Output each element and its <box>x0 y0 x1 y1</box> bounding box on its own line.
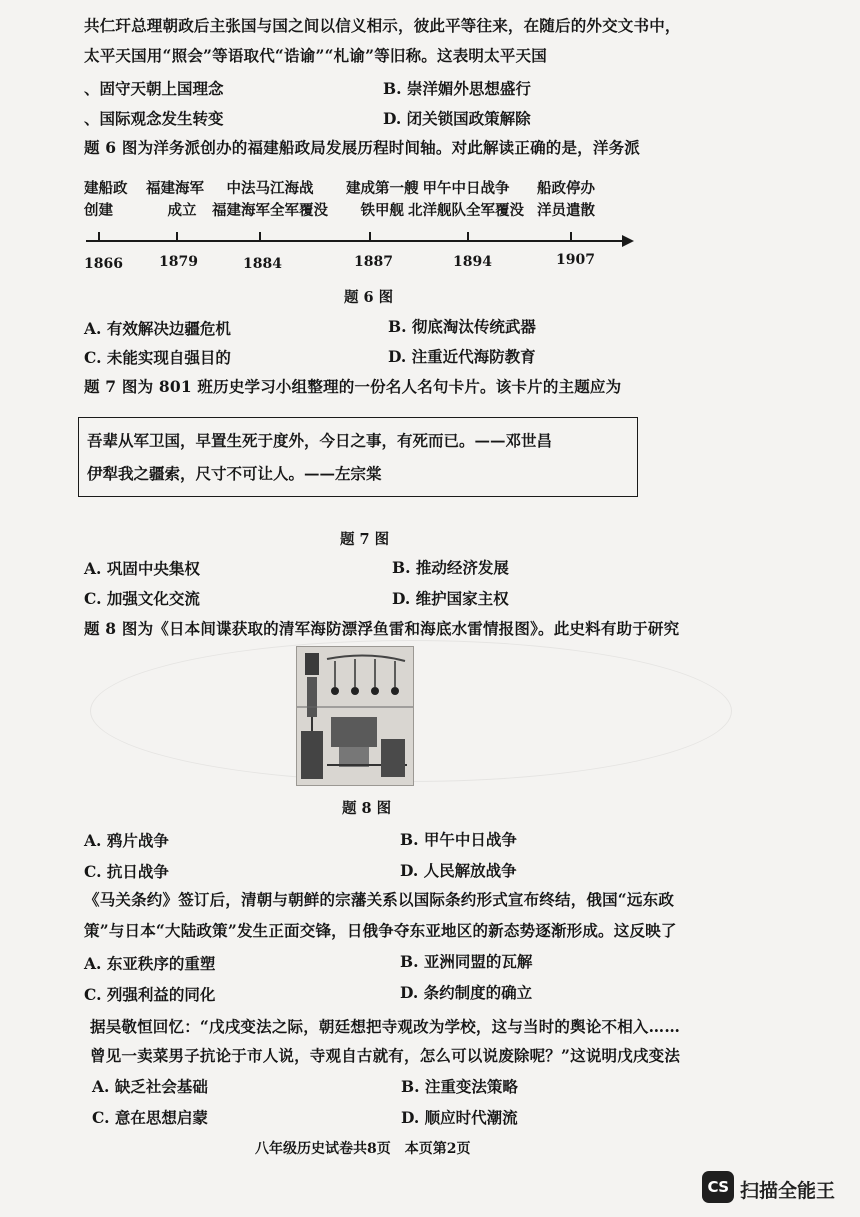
mine-intelligence-drawing <box>296 646 414 786</box>
timeline-arrow-icon <box>622 235 634 247</box>
q7-stem: 题 7 图为 801 班历史学习小组整理的一份名人名句卡片。该卡片的主题应为 <box>84 377 622 396</box>
q9-option-b[interactable]: B. 亚洲同盟的瓦解 <box>400 952 533 971</box>
timeline-year-6: 1907 <box>556 252 595 268</box>
q9-option-c[interactable]: C. 列强利益的同化 <box>84 985 216 1004</box>
q6-caption: 题 6 图 <box>344 289 394 306</box>
q7-quote-card <box>78 417 638 497</box>
camscanner-watermark-text: 扫描全能王 <box>740 1180 836 1202</box>
timeline-year-5: 1894 <box>453 254 492 270</box>
q9-option-a[interactable]: A. 东亚秩序的重塑 <box>84 954 216 973</box>
q8-caption: 题 8 图 <box>342 800 392 817</box>
q7-quote-2: 伊犁我之疆索，尺寸不可让人。——左宗棠 <box>87 464 382 483</box>
q5-option-c[interactable]: 、国际观念发生转变 <box>84 109 224 128</box>
timeline-event-6: 船政停办 洋员遣散 <box>537 180 595 220</box>
q7-quote-1: 吾辈从军卫国，早置生死于度外，今日之事，有死而已。——邓世昌 <box>87 431 553 450</box>
q7-option-d[interactable]: D. 维护国家主权 <box>392 589 509 608</box>
q9-stem-line-1: 《马关条约》签订后，清朝与朝鲜的宗藩关系以国际条约形式宣布终结，俄国“远东政 <box>84 890 675 909</box>
q9-stem-line-2: 策”与日本“大陆政策”发生正面交锋，日俄争夺东亚地区的新态势逐渐形成。这反映了 <box>84 921 677 940</box>
q6-option-c[interactable]: C. 未能实现自强目的 <box>84 348 231 367</box>
timeline-year-3: 1884 <box>243 256 282 272</box>
timeline-year-1: 1866 <box>84 256 123 272</box>
q8-option-d[interactable]: D. 人民解放战争 <box>400 861 517 880</box>
camscanner-logo-icon: CS <box>702 1171 734 1203</box>
timeline-tick <box>176 232 178 242</box>
timeline-tick <box>259 232 261 242</box>
q8-stem: 题 8 图为《日本间谍获取的清军海防漂浮鱼雷和海底水雷情报图》。此史料有助于研究 <box>84 619 680 638</box>
q10-stem-line-2: 曾见一卖菜男子抗论于市人说，寺观自古就有，怎么可以说废除呢？”这说明戊戌变法 <box>90 1046 681 1065</box>
timeline-tick <box>98 232 100 242</box>
timeline-event-2: 福建海军 成立 <box>146 180 204 220</box>
q5-stem-line-1: 共仁玕总理朝政后主张国与国之间以信义相示，彼此平等往来，在随后的外交文书中， <box>84 16 681 35</box>
timeline-event-4: 建成第一艘 铁甲舰 <box>346 180 419 220</box>
q5-stem-line-2: 太平天国用“照会”等语取代“诰谕”“札谕”等旧称。这表明太平天国 <box>84 46 547 65</box>
mine-diagram-icon <box>297 647 413 785</box>
q5-option-d[interactable]: D. 闭关锁国政策解除 <box>383 109 531 128</box>
timeline-event-5: 甲午中日战争 北洋舰队全军覆没 <box>408 180 524 220</box>
q5-option-b[interactable]: B. 崇洋媚外思想盛行 <box>383 79 531 98</box>
q7-option-a[interactable]: A. 巩固中央集权 <box>84 559 200 578</box>
q10-option-d[interactable]: D. 顺应时代潮流 <box>401 1108 518 1127</box>
q6-option-d[interactable]: D. 注重近代海防教育 <box>388 347 536 366</box>
q10-stem-line-1: 据吴敬恒回忆：“戊戌变法之际，朝廷想把寺观改为学校，这与当时的舆论不相入…… <box>90 1017 681 1036</box>
q6-stem: 题 6 图为洋务派创办的福建船政局发展历程时间轴。对此解读正确的是，洋务派 <box>84 138 640 157</box>
timeline-year-4: 1887 <box>354 254 393 270</box>
q6-option-a[interactable]: A. 有效解决边疆危机 <box>84 319 231 338</box>
timeline-tick <box>369 232 371 242</box>
timeline-tick <box>467 232 469 242</box>
q7-caption: 题 7 图 <box>340 531 390 548</box>
timeline-axis <box>86 240 624 242</box>
q10-option-a[interactable]: A. 缺乏社会基础 <box>92 1077 208 1096</box>
q6-option-b[interactable]: B. 彻底淘汰传统武器 <box>388 317 536 336</box>
timeline-year-2: 1879 <box>159 254 198 270</box>
q9-option-d[interactable]: D. 条约制度的确立 <box>400 983 533 1002</box>
page-footer: 八年级历史试卷共8页 本页第2页 <box>255 1141 471 1157</box>
q8-option-b[interactable]: B. 甲午中日战争 <box>400 830 517 849</box>
q7-option-c[interactable]: C. 加强文化交流 <box>84 589 200 608</box>
timeline-event-1: 建船政 创建 <box>84 180 128 220</box>
timeline-event-3: 中法马江海战 福建海军全军覆没 <box>212 180 328 220</box>
timeline-tick <box>570 232 572 242</box>
q5-option-a[interactable]: 、固守天朝上国理念 <box>84 79 224 98</box>
q8-option-a[interactable]: A. 鸦片战争 <box>84 831 169 850</box>
q8-option-c[interactable]: C. 抗日战争 <box>84 862 169 881</box>
q7-option-b[interactable]: B. 推动经济发展 <box>392 558 509 577</box>
q10-option-c[interactable]: C. 意在思想启蒙 <box>92 1108 208 1127</box>
q10-option-b[interactable]: B. 注重变法策略 <box>401 1077 518 1096</box>
